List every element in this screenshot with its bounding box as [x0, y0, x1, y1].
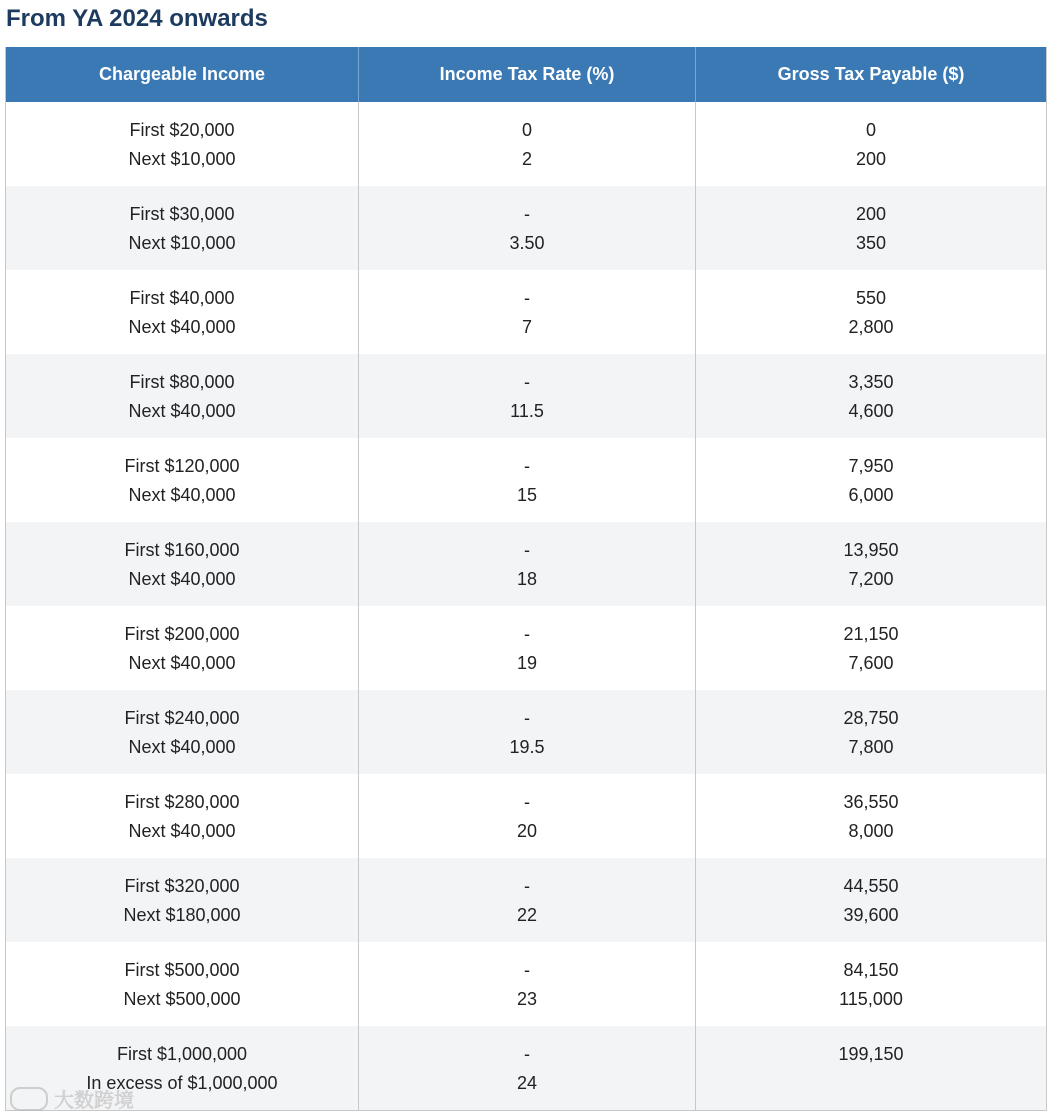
rate-cell [359, 438, 696, 522]
income-cell-line: Next $40,000 [128, 653, 236, 673]
income-cell [6, 1026, 359, 1110]
rate-cell-line: 23 [516, 989, 538, 1009]
tax-cell [696, 942, 1047, 1026]
tax-cell-line: 200 [855, 204, 887, 224]
income-cell-line: Next $180,000 [123, 905, 241, 925]
income-cell-line: First $120,000 [124, 456, 240, 476]
tax-cell-line: 7,200 [848, 569, 894, 589]
rate-cell-line: 7 [521, 317, 532, 337]
tax-cell-line: 28,750 [843, 708, 899, 728]
tax-cell-line: 36,550 [843, 792, 899, 812]
rate-cell [359, 102, 696, 186]
tax-cell-line: 199,150 [838, 1044, 904, 1064]
rate-cell-line: 19 [516, 653, 538, 673]
tax-cell-line: 4,600 [848, 401, 894, 421]
tax-cell-line: 7,600 [848, 653, 894, 673]
income-cell-line: First $280,000 [124, 792, 240, 812]
rate-cell [359, 942, 696, 1026]
income-cell-line: Next $500,000 [123, 989, 241, 1009]
tax-cell-line: 550 [855, 288, 887, 308]
rate-cell-line: - [524, 456, 530, 476]
rate-cell [359, 270, 696, 354]
tax-cell-line: 3,350 [848, 372, 894, 392]
income-cell-line: First $240,000 [124, 708, 240, 728]
income-cell-line: First $30,000 [129, 204, 235, 224]
tax-cell-line: 350 [855, 233, 887, 253]
tax-cell-line: 39,600 [843, 905, 899, 925]
tax-cell [696, 690, 1047, 774]
rate-cell-line: - [524, 540, 530, 560]
income-cell-line: Next $40,000 [128, 317, 236, 337]
income-cell-line: First $80,000 [129, 372, 235, 392]
rate-cell [359, 186, 696, 270]
income-cell-line: Next $40,000 [128, 821, 236, 841]
rate-cell-line: - [524, 792, 530, 812]
header-gross-tax-payable: Gross Tax Payable ($) [696, 47, 1047, 102]
income-cell-line: Next $10,000 [128, 149, 236, 169]
income-cell [6, 606, 359, 690]
table-row [6, 102, 1047, 186]
tax-cell-line: 21,150 [843, 624, 899, 644]
rate-cell [359, 1026, 696, 1110]
header-income-tax-rate: Income Tax Rate (%) [359, 47, 696, 102]
tax-cell [696, 102, 1047, 186]
income-cell [6, 102, 359, 186]
income-cell [6, 774, 359, 858]
tax-cell [696, 354, 1047, 438]
income-cell [6, 942, 359, 1026]
table-row [6, 690, 1047, 774]
tax-cell [696, 186, 1047, 270]
rate-cell-line: 24 [516, 1073, 538, 1093]
income-cell-line: First $160,000 [124, 540, 240, 560]
table-row [6, 606, 1047, 690]
tax-cell-line: 0 [865, 120, 876, 140]
table-row [6, 438, 1047, 522]
income-cell-line: First $200,000 [124, 624, 240, 644]
rate-cell-line: 15 [516, 485, 538, 505]
rate-cell-line: 3.50 [509, 233, 545, 253]
tax-cell [696, 438, 1047, 522]
income-cell-line: Next $40,000 [128, 401, 236, 421]
tax-cell-line: 13,950 [843, 540, 899, 560]
rate-cell [359, 858, 696, 942]
rate-cell [359, 522, 696, 606]
rate-cell [359, 774, 696, 858]
tax-cell [696, 774, 1047, 858]
income-cell [6, 186, 359, 270]
rate-cell-line: - [524, 876, 530, 896]
table-row [6, 186, 1047, 270]
tax-cell [696, 858, 1047, 942]
tax-cell-line: 7,950 [848, 456, 894, 476]
income-cell-line: Next $40,000 [128, 485, 236, 505]
tax-cell [696, 522, 1047, 606]
rate-cell [359, 690, 696, 774]
rate-cell-line: - [524, 288, 530, 308]
tax-cell-line [696, 1069, 1046, 1098]
income-cell-line: Next $10,000 [128, 233, 236, 253]
rate-cell [359, 606, 696, 690]
income-tax-table [5, 47, 1047, 1111]
tax-cell-line: 84,150 [843, 960, 899, 980]
income-cell-line: Next $40,000 [128, 737, 236, 757]
rate-cell-line: 22 [516, 905, 538, 925]
table-row [6, 774, 1047, 858]
table-row [6, 942, 1047, 1026]
rate-cell [359, 354, 696, 438]
tax-cell [696, 270, 1047, 354]
income-cell [6, 438, 359, 522]
rate-cell-line: 20 [516, 821, 538, 841]
table-row [6, 858, 1047, 942]
tax-cell [696, 1026, 1047, 1110]
income-cell-line: First $320,000 [124, 876, 240, 896]
rate-cell-line: 19.5 [509, 737, 545, 757]
income-cell [6, 354, 359, 438]
rate-cell-line: 11.5 [510, 401, 544, 421]
income-cell [6, 858, 359, 942]
tax-cell-line: 200 [855, 149, 887, 169]
rate-cell-line: - [524, 708, 530, 728]
tax-cell-line: 2,800 [848, 317, 894, 337]
header-chargeable-income: Chargeable Income [6, 47, 359, 102]
tax-cell [696, 606, 1047, 690]
rate-cell-line: 0 [521, 120, 532, 140]
income-cell-line: In excess of $1,000,000 [86, 1073, 278, 1093]
table-header-row [6, 47, 1047, 102]
watermark-text: 大数跨境 [54, 1090, 134, 1112]
income-cell [6, 522, 359, 606]
income-cell-line: First $20,000 [129, 120, 235, 140]
income-cell-line: First $500,000 [124, 960, 240, 980]
rate-cell-line: - [524, 960, 530, 980]
rate-cell-line: - [524, 1044, 530, 1064]
income-cell-line: Next $40,000 [128, 569, 236, 589]
table-row [6, 354, 1047, 438]
income-cell [6, 690, 359, 774]
table-row [6, 1026, 1047, 1110]
tax-cell-line: 8,000 [848, 821, 894, 841]
table-row [6, 522, 1047, 606]
income-cell-line: First $1,000,000 [116, 1044, 248, 1064]
page-heading: From YA 2024 onwards [6, 5, 268, 32]
income-cell-line: First $40,000 [129, 288, 235, 308]
income-cell [6, 270, 359, 354]
rate-cell-line: - [524, 372, 530, 392]
rate-cell-line: - [524, 624, 530, 644]
rate-cell-line: 18 [516, 569, 538, 589]
tax-cell-line: 115,000 [839, 989, 903, 1009]
tax-cell-line: 7,800 [848, 737, 894, 757]
rate-cell-line: - [524, 204, 530, 224]
table-row [6, 270, 1047, 354]
rate-cell-line: 2 [521, 149, 532, 169]
tax-cell-line: 6,000 [848, 485, 894, 505]
tax-cell-line: 44,550 [843, 876, 899, 896]
